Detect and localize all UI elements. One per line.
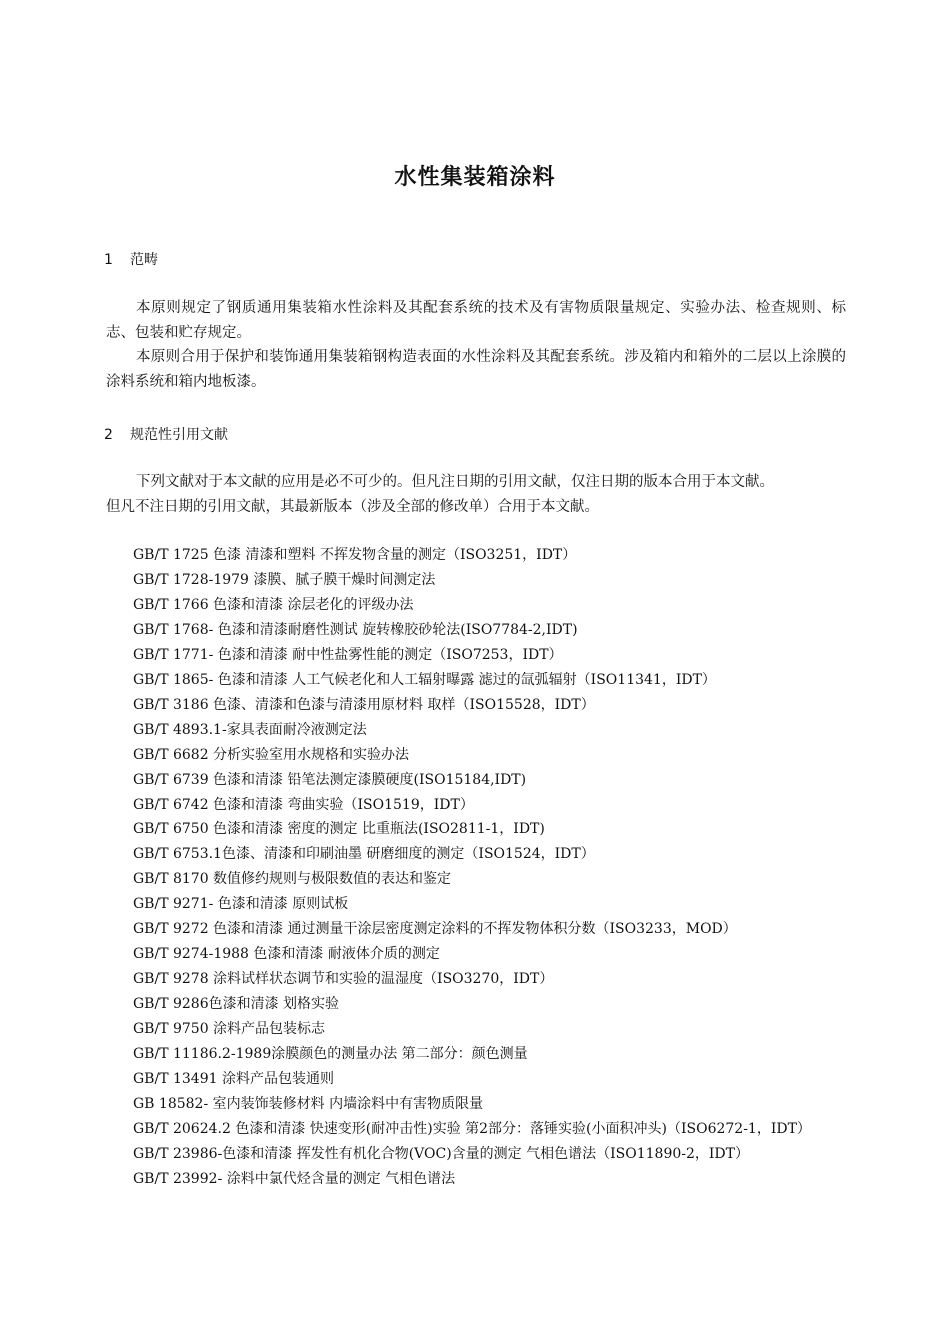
reference-item: GB/T 20624.2 色漆和清漆 快速变形(耐冲击性)实验 第2部分：落锤实验(小面积冲头)（ISO6272-1，IDT） bbox=[133, 1120, 811, 1137]
reference-item: GB/T 1771- 色漆和清漆 耐中性盐雾性能的测定（ISO7253，IDT） bbox=[133, 646, 563, 663]
section-number: 1 bbox=[104, 252, 113, 268]
section-number: 2 bbox=[104, 427, 113, 443]
reference-item: GB/T 1725 色漆 清漆和塑料 不挥发物含量的测定（ISO3251，IDT） bbox=[133, 547, 577, 563]
reference-item: GB/T 1768- 色漆和清漆耐磨性测试 旋转橡胶砂轮法(ISO7784-2,IDT) bbox=[133, 621, 578, 638]
references-intro bbox=[106, 470, 846, 519]
paragraph: 下列文献对于本文献的应用是必不可少的。但凡注日期的引用文献，仅注日期的版本合用于本文献。 bbox=[136, 474, 774, 490]
paragraph: 本原则规定了钢质通用集装箱水性涂料及其配套系统的技术及有害物质限量规定、实验办法、检查规则、标志、包装和贮存规定。 bbox=[106, 300, 846, 341]
section-title: 范畴 bbox=[130, 252, 158, 268]
reference-item: GB/T 13491 涂料产品包装通则 bbox=[133, 1071, 334, 1088]
reference-item: GB/T 6682 分析实验室用水规格和实验办法 bbox=[133, 746, 410, 763]
reference-item: GB/T 9271- 色漆和清漆 原则试板 bbox=[133, 896, 349, 913]
reference-item: GB/T 4893.1-家具表面耐冷液测定法 bbox=[133, 721, 367, 738]
reference-item: GB/T 8170 数值修约规则与极限数值的表达和鉴定 bbox=[133, 871, 452, 888]
reference-item: GB 18582- 室内装饰装修材料 内墙涂料中有害物质限量 bbox=[133, 1095, 484, 1112]
paragraph: 但凡不注日期的引用文献，其最新版本（涉及全部的修改单）合用于本文献。 bbox=[106, 498, 599, 515]
reference-item: GB/T 1766 色漆和清漆 涂层老化的评级办法 bbox=[133, 596, 414, 613]
reference-item: GB/T 23992- 涂料中氯代烃含量的测定 气相色谱法 bbox=[133, 1170, 456, 1187]
reference-item: GB/T 1865- 色漆和清漆 人工气候老化和人工辐射曝露 滤过的氙弧辐射（ISO11341，IDT） bbox=[133, 671, 716, 688]
reference-item: GB/T 23986-色漆和清漆 挥发性有机化合物(VOC)含量的测定 气相色谱法（ISO11890-2，IDT） bbox=[133, 1145, 749, 1162]
reference-item: GB/T 11186.2-1989涂膜颜色的测量办法 第二部分：颜色测量 bbox=[133, 1046, 528, 1063]
reference-item: GB/T 9274-1988 色漆和清漆 耐液体介质的测定 bbox=[133, 946, 440, 963]
reference-list bbox=[106, 543, 846, 1192]
reference-item: GB/T 6750 色漆和清漆 密度的测定 比重瓶法(ISO2811-1，IDT) bbox=[133, 821, 545, 838]
paragraph: 本原则合用于保护和装饰通用集装箱钢构造表面的水性涂料及其配套系统。涉及箱内和箱外的二层以上涂膜的涂料系统和箱内地板漆。 bbox=[106, 349, 846, 390]
section-heading-normative-references bbox=[104, 424, 228, 444]
reference-item: GB/T 1728-1979 漆膜、腻子膜干燥时间测定法 bbox=[133, 571, 436, 588]
section-title: 规范性引用文献 bbox=[130, 427, 228, 443]
reference-item: GB/T 9286色漆和清漆 划格实验 bbox=[133, 996, 340, 1013]
scope-body bbox=[106, 296, 846, 394]
section-heading-scope bbox=[104, 249, 158, 269]
reference-item: GB/T 6753.1色漆、清漆和印刷油墨 研磨细度的测定（ISO1524，IDT） bbox=[133, 846, 595, 863]
reference-item: GB/T 9750 涂料产品包装标志 bbox=[133, 1021, 326, 1038]
reference-item: GB/T 6739 色漆和清漆 铅笔法测定漆膜硬度(ISO15184,IDT) bbox=[133, 771, 527, 788]
reference-item: GB/T 9278 涂料试样状态调节和实验的温湿度（ISO3270，IDT） bbox=[133, 971, 554, 988]
reference-item: GB/T 3186 色漆、清漆和色漆与清漆用原材料 取样（ISO15528，IDT） bbox=[133, 696, 595, 713]
reference-item: GB/T 6742 色漆和清漆 弯曲实验（ISO1519，IDT） bbox=[133, 796, 474, 813]
reference-item: GB/T 9272 色漆和清漆 通过测量干涂层密度测定涂料的不挥发物体积分数（ISO3233，MOD） bbox=[133, 921, 737, 938]
document-title: 水性集装箱涂料 bbox=[394, 165, 556, 190]
